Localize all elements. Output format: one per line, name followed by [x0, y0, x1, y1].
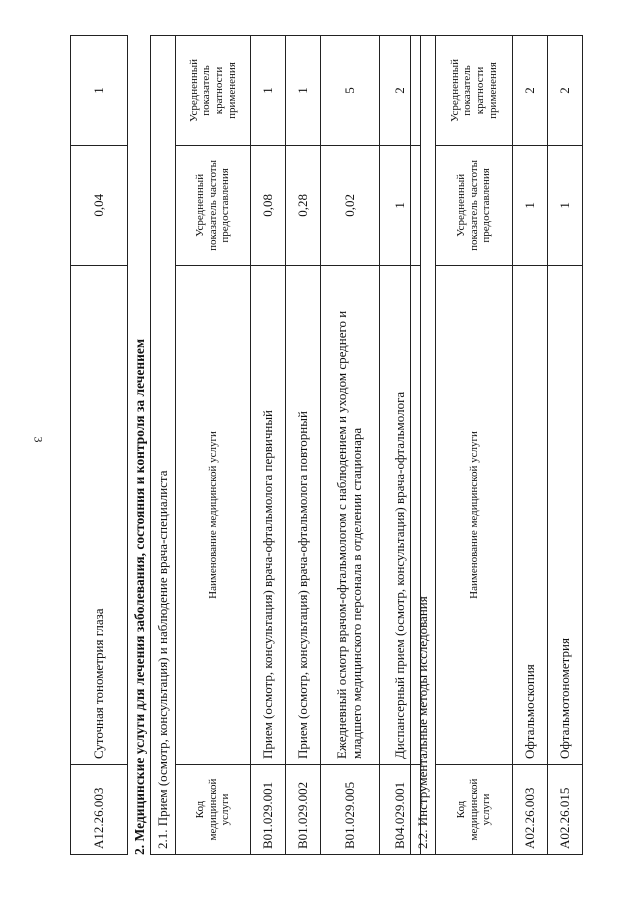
frequency-value: 1: [513, 145, 548, 265]
frequency-value: 0,28: [286, 145, 321, 265]
frequency-value: 0,02: [321, 145, 380, 265]
table-row: [71, 36, 128, 855]
page-number: 3: [31, 436, 46, 443]
service-code: B01.029.005: [321, 765, 380, 855]
multiplicity-value: 5: [321, 36, 380, 146]
table-subheading: 2.2. Инструментальные методы исследования: [411, 36, 436, 855]
multiplicity-value: 2: [380, 36, 421, 146]
service-name: Суточная тонометрия глаза: [71, 265, 128, 764]
column-header-multiplicity: Усредненный показатель кратности применения: [176, 36, 251, 146]
frequency-value: 0,08: [251, 145, 286, 265]
table-row: [286, 36, 321, 855]
frequency-value: 1: [380, 145, 421, 265]
column-header-frequency: Усредненный показатель частоты предоставления: [436, 145, 513, 265]
column-header-name: Наименование медицинской услуги: [176, 265, 251, 764]
table-row: [548, 36, 583, 855]
service-name: Офтальмотонометрия: [548, 265, 583, 764]
instrumental-methods-table: [410, 35, 583, 855]
table-subheading-row: [151, 36, 176, 855]
service-code: B01.029.001: [251, 765, 286, 855]
frequency-value: 0,04: [71, 145, 128, 265]
column-header-code: Код медицинской услуги: [436, 765, 513, 855]
column-header-multiplicity: Усредненный показатель кратности применения: [436, 36, 513, 146]
service-name: Прием (осмотр, консультация) врача-офтальмолога повторный: [286, 265, 321, 764]
table-row: [321, 36, 380, 855]
service-name: Ежедневный осмотр врачом-офтальмологом с наблюдением и уходом среднего и младшего медицинского персонала в отделении стационара: [321, 265, 380, 764]
section-heading: 2. Медицинские услуги для лечения заболевания, состояния и контроля за лечением: [132, 338, 147, 855]
continuation-table: [70, 35, 128, 855]
table-row: [251, 36, 286, 855]
service-name: Диспансерный прием (осмотр, консультация) врача-офтальмолога: [380, 265, 421, 764]
service-code: B04.029.001: [380, 765, 421, 855]
table-header-row: [436, 36, 513, 855]
service-name: Прием (осмотр, консультация) врача-офтальмолога первичный: [251, 265, 286, 764]
document-body: [70, 35, 570, 855]
service-code: A02.26.015: [548, 765, 583, 855]
multiplicity-value: 1: [71, 36, 128, 146]
table-subheading: 2.1. Прием (осмотр, консультация) и наблюдение врача-специалиста: [151, 36, 176, 855]
column-header-frequency: Усредненный показатель частоты предоставления: [176, 145, 251, 265]
multiplicity-value: 2: [548, 36, 583, 146]
column-header-name: Наименование медицинской услуги: [436, 265, 513, 764]
service-name: Офтальмоскопия: [513, 265, 548, 764]
service-code: A12.26.003: [71, 765, 128, 855]
multiplicity-value: 2: [513, 36, 548, 146]
multiplicity-value: 1: [251, 36, 286, 146]
table-subheading-row: [411, 36, 436, 855]
frequency-value: 1: [548, 145, 583, 265]
column-header-code: Код медицинской услуги: [176, 765, 251, 855]
consultation-table: [150, 35, 421, 855]
service-code: A02.26.003: [513, 765, 548, 855]
multiplicity-value: 1: [286, 36, 321, 146]
table-header-row: [176, 36, 251, 855]
table-row: [513, 36, 548, 855]
service-code: B01.029.002: [286, 765, 321, 855]
